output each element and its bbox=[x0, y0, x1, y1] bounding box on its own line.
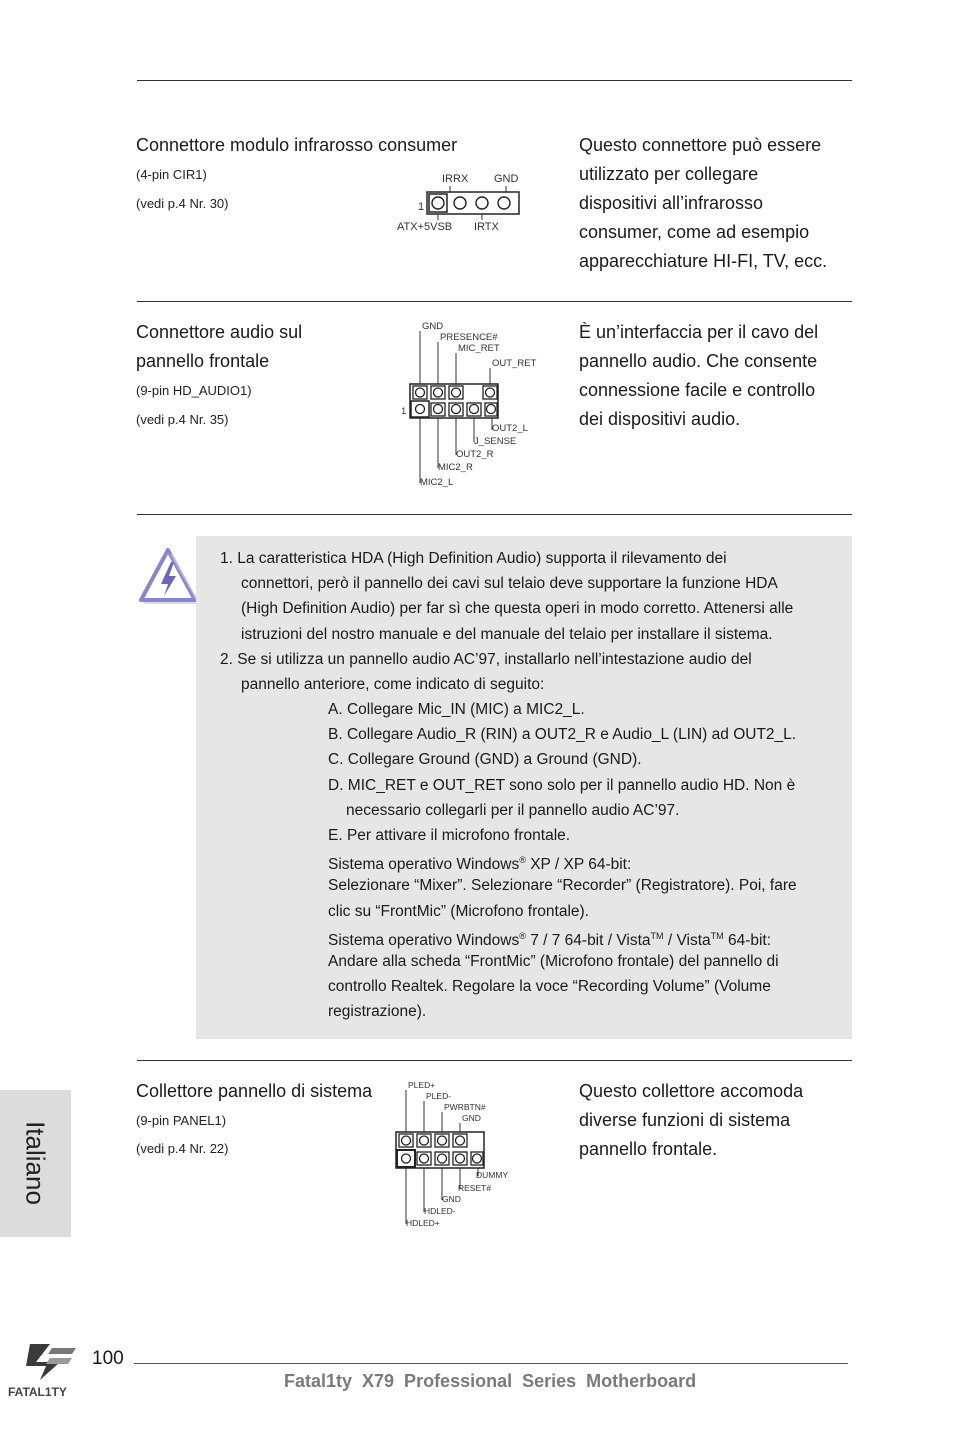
audio-label-out-ret: OUT_RET bbox=[492, 358, 537, 369]
cir-pin1-label: 1 bbox=[418, 201, 425, 213]
cir-description bbox=[579, 131, 827, 276]
note-os-xp-b: XP / XP 64-bit: bbox=[525, 856, 632, 874]
note-xp-text: Selezionare “Mixer”. Selezionare “Recorder” (Registratore). Poi, fare bbox=[328, 877, 797, 895]
fatal1ty-logo-text: FATAL1TY bbox=[8, 1385, 67, 1399]
audio-label-out2-r: OUT2_R bbox=[456, 449, 494, 460]
note-os-xp-a: Sistema operativo Windows bbox=[328, 856, 520, 874]
audio-label-presence: PRESENCE# bbox=[440, 332, 498, 343]
language-label: Italiano bbox=[20, 1121, 51, 1205]
audio-ref: (vedi p.4 Nr. 35) bbox=[136, 412, 229, 427]
audio-desc-line: pannello audio. Che consente bbox=[579, 351, 818, 371]
audio-connector-diagram bbox=[400, 318, 550, 490]
registered-mark: ® bbox=[519, 855, 526, 866]
note-box bbox=[196, 536, 852, 1039]
audio-pin: (9-pin HD_AUDIO1) bbox=[136, 383, 252, 398]
note-item-1 bbox=[220, 546, 793, 697]
fatal1ty-logo bbox=[6, 1340, 94, 1402]
note-line: istruzioni del nostro manuale e del manuale del telaio per installare il sistema. bbox=[241, 625, 773, 643]
panel-pin: (9-pin PANEL1) bbox=[136, 1113, 227, 1128]
note-line: connettori, però il pannello dei cavi sul telaio deve supportare la funzione HDA bbox=[241, 575, 778, 593]
audio-label-mic2-r: MIC2_R bbox=[438, 462, 473, 473]
audio-desc-line: connessione facile e controllo bbox=[579, 380, 816, 400]
note-os-w7-a: Sistema operativo Windows bbox=[328, 931, 520, 949]
top-rule bbox=[137, 80, 852, 81]
audio-label-mic-ret: MIC_RET bbox=[458, 343, 500, 354]
cir-title: Connettore modulo infrarosso consumer bbox=[136, 135, 458, 155]
note-line: 1. La caratteristica HDA (High Definition Audio) supporta il rilevamento dei bbox=[220, 550, 727, 567]
cir-desc-line: Questo connettore può essere bbox=[579, 135, 822, 155]
note-os-w7 bbox=[328, 924, 797, 949]
note-sub-items bbox=[328, 697, 797, 1024]
note-line: 2. Se si utilizza un pannello audio AC’97, installarlo nell’intestazione audio del bbox=[220, 650, 752, 668]
note-w7-text: controllo Realtek. Regolare la voce “Recording Volume” (Volume bbox=[328, 978, 771, 996]
panel-label-dummy: DUMMY bbox=[476, 1170, 509, 1180]
panel-label-pwrbtn: PWRBTN# bbox=[444, 1102, 486, 1112]
panel-desc-line: diverse funzioni di sistema bbox=[579, 1110, 791, 1130]
note-os-w7-b: 7 / 7 64-bit / Vista bbox=[525, 931, 651, 949]
panel-title: Collettore pannello di sistema bbox=[136, 1081, 373, 1101]
note-w7-text: registrazione). bbox=[328, 1003, 427, 1021]
note-line: (High Definition Audio) per far sì che questa operi in modo corretto. Attenersi alle bbox=[241, 600, 794, 618]
note-sub-a: A. Collegare Mic_IN (MIC) a MIC2_L. bbox=[328, 701, 585, 718]
cir-desc-line: utilizzato per collegare bbox=[579, 164, 759, 184]
section-divider bbox=[137, 301, 852, 302]
trademark-mark: TM bbox=[650, 930, 664, 941]
footer-rule bbox=[134, 1363, 848, 1364]
note-sub-d: necessario collegarli per il pannello audio AC’97. bbox=[346, 801, 680, 819]
footer-title: Fatal1ty X79 Professional Series Motherboard bbox=[284, 1371, 697, 1391]
cir-label-irtx: IRTX bbox=[474, 221, 499, 233]
cir-desc-line: dispositivi all’infrarosso bbox=[579, 193, 764, 213]
note-line: pannello anteriore, come indicato di seguito: bbox=[241, 675, 545, 693]
note-xp-text: clic su “FrontMic” (Microfono frontale). bbox=[328, 902, 589, 920]
page-number: 100 bbox=[92, 1348, 124, 1369]
language-side-tab bbox=[0, 1090, 71, 1237]
audio-label-gnd: GND bbox=[422, 321, 444, 332]
audio-description bbox=[579, 318, 818, 434]
registered-mark: ® bbox=[519, 930, 526, 941]
panel-label-gnd: GND bbox=[462, 1113, 481, 1123]
cir-ref: (vedi p.4 Nr. 30) bbox=[136, 196, 229, 211]
note-sub-e: E. Per attivare il microfono frontale. bbox=[328, 826, 571, 844]
section-divider bbox=[137, 514, 852, 515]
warning-icon bbox=[137, 546, 199, 606]
audio-label-mic2-l: MIC2_L bbox=[420, 477, 454, 488]
cir-pin: (4-pin CIR1) bbox=[136, 167, 207, 182]
panel-label-gnd2: GND bbox=[442, 1194, 461, 1204]
audio-title bbox=[136, 318, 302, 376]
panel-label-pled-plus: PLED+ bbox=[408, 1080, 436, 1090]
panel-label-hdled-plus: HDLED+ bbox=[406, 1218, 440, 1228]
cir-label-irrx: IRRX bbox=[442, 173, 469, 185]
cir-label-atx: ATX+5VSB bbox=[397, 221, 453, 233]
panel-label-reset: RESET# bbox=[458, 1183, 492, 1193]
panel-connector-diagram bbox=[392, 1078, 522, 1230]
panel-desc-line: pannello frontale. bbox=[579, 1139, 718, 1159]
section-divider bbox=[137, 1060, 852, 1061]
audio-pin1-label: 1 bbox=[401, 406, 407, 417]
panel-label-hdled-minus: HDLED- bbox=[424, 1206, 456, 1216]
note-sub-c: C. Collegare Ground (GND) a Ground (GND). bbox=[328, 751, 642, 769]
panel-description bbox=[579, 1077, 803, 1164]
trademark-mark: TM bbox=[710, 930, 724, 941]
audio-title-line: pannello frontale bbox=[136, 351, 270, 371]
note-os-w7-d: 64-bit: bbox=[723, 931, 772, 949]
cir-connector-diagram bbox=[394, 168, 534, 234]
note-sub-b: B. Collegare Audio_R (RIN) a OUT2_R e Audio_L (LIN) ad OUT2_L. bbox=[328, 726, 797, 744]
note-os-xp bbox=[328, 848, 797, 873]
note-os-w7-c: / Vista bbox=[663, 931, 711, 949]
audio-label-j-sense: J_SENSE bbox=[474, 436, 517, 447]
panel-ref: (vedi p.4 Nr. 22) bbox=[136, 1141, 229, 1156]
note-w7-text: Andare alla scheda “FrontMic” (Microfono frontale) del pannello di bbox=[328, 952, 779, 970]
audio-label-out2-l: OUT2_L bbox=[492, 423, 528, 434]
cir-desc-line: consumer, come ad esempio bbox=[579, 222, 810, 242]
cir-desc-line: apparecchiature HI-FI, TV, ecc. bbox=[579, 251, 828, 271]
audio-title-line: Connettore audio sul bbox=[136, 322, 303, 342]
note-sub-d: D. MIC_RET e OUT_RET sono solo per il pannello audio HD. Non è bbox=[328, 776, 796, 794]
audio-desc-line: È un’interfaccia per il cavo del bbox=[579, 322, 819, 342]
panel-label-pled-minus: PLED- bbox=[426, 1091, 452, 1101]
audio-desc-line: dei dispositivi audio. bbox=[579, 409, 741, 429]
panel-desc-line: Questo collettore accomoda bbox=[579, 1081, 804, 1101]
cir-label-gnd: GND bbox=[494, 173, 519, 185]
